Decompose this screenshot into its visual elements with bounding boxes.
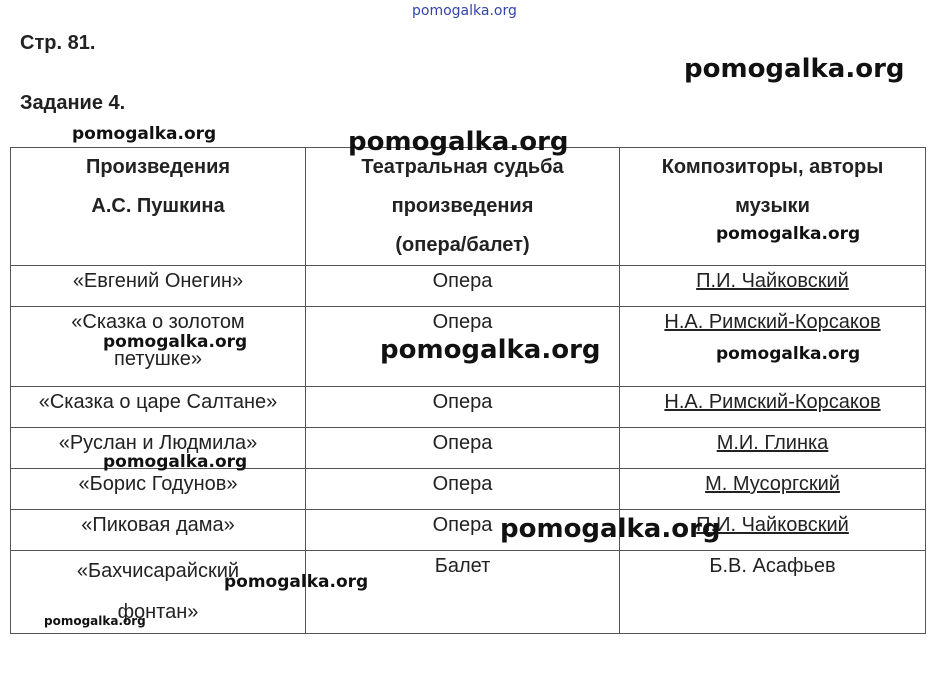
task-title: Задание 4.: [20, 92, 126, 114]
table-row: [11, 387, 926, 428]
work-cell: [11, 510, 306, 551]
fate-value: Опера: [432, 270, 493, 292]
work-cell: [11, 266, 306, 307]
watermark: pomogalka.org: [500, 514, 721, 544]
work-title-line-1: «Сказка о золотом: [71, 311, 245, 333]
composer-cell: [620, 469, 926, 510]
header-composers-line-2: музыки: [735, 195, 810, 217]
fate-value: Опера: [432, 391, 493, 413]
composer-name: П.И. Чайковский: [696, 270, 849, 292]
work-title: «Евгений Онегин»: [72, 270, 244, 292]
watermark-top: pomogalka.org: [412, 3, 517, 19]
watermark: pomogalka.org: [72, 124, 217, 144]
composer-cell: [620, 428, 926, 469]
work-title-line-2: петушке»: [114, 348, 202, 370]
header-works: [11, 148, 306, 266]
composer-cell: [620, 551, 926, 634]
header-composers-line-1: Композиторы, авторы: [661, 156, 884, 178]
table-row: [11, 510, 926, 551]
work-title: «Руслан и Людмила»: [58, 432, 258, 454]
watermark: pomogalka.org: [380, 335, 601, 365]
work-title-line-2: фонтан»: [117, 601, 199, 623]
composer-name: М. Мусоргский: [705, 473, 840, 495]
work-cell: [11, 387, 306, 428]
fate-cell: [306, 387, 620, 428]
header-fate: [306, 148, 620, 266]
header-composers: [620, 148, 926, 266]
fate-value: Опера: [432, 473, 493, 495]
watermark: pomogalka.org: [103, 452, 248, 472]
watermark: pomogalka.org: [716, 344, 861, 364]
fate-cell: [306, 428, 620, 469]
work-title: «Пиковая дама»: [81, 514, 235, 536]
works-table: [10, 147, 926, 634]
work-title-line-1: «Бахчисарайский: [76, 560, 240, 582]
composer-name: Б.В. Асафьев: [709, 555, 836, 577]
watermark: pomogalka.org: [224, 572, 369, 592]
composer-cell: [620, 266, 926, 307]
composer-name: М.И. Глинка: [716, 432, 829, 454]
composer-name: П.И. Чайковский: [696, 514, 849, 536]
work-title: «Сказка о царе Салтане»: [38, 391, 278, 413]
fate-cell: [306, 266, 620, 307]
composer-name: Н.А. Римский-Корсаков: [664, 311, 881, 333]
watermark: pomogalka.org: [348, 127, 569, 157]
watermark: pomogalka.org: [684, 54, 905, 84]
header-fate-line-3: (опера/балет): [395, 234, 530, 256]
composer-cell: [620, 387, 926, 428]
table-row: [11, 469, 926, 510]
table-row: [11, 266, 926, 307]
fate-cell: [306, 469, 620, 510]
watermark: pomogalka.org: [103, 332, 248, 352]
fate-value: Опера: [432, 432, 493, 454]
fate-value: Опера: [432, 311, 493, 333]
header-fate-line-1: Театральная судьба: [361, 156, 564, 178]
table-header-row: [11, 148, 926, 266]
fate-value: Балет: [434, 555, 491, 577]
watermark: pomogalka.org: [716, 224, 861, 244]
fate-value: Опера: [432, 514, 493, 536]
work-cell: [11, 469, 306, 510]
table-row: [11, 551, 926, 634]
composer-name: Н.А. Римский-Корсаков: [664, 391, 881, 413]
work-title: «Борис Годунов»: [78, 473, 238, 495]
watermark: pomogalka.org: [44, 614, 146, 628]
page-number: Стр. 81.: [20, 32, 96, 54]
header-works-line-2: А.С. Пушкина: [91, 195, 225, 217]
header-works-line-1: Произведения: [85, 156, 231, 178]
fate-cell: [306, 551, 620, 634]
header-fate-line-2: произведения: [391, 195, 534, 217]
